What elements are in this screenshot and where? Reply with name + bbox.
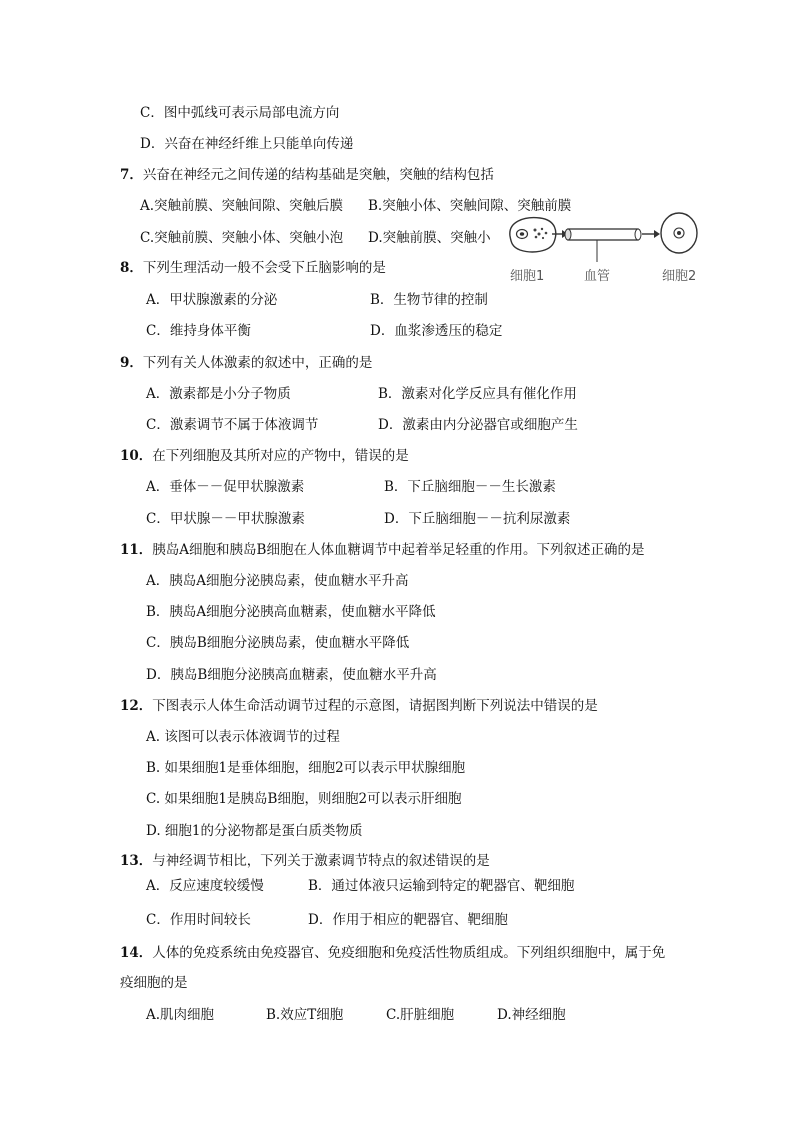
q7-option-d: D.突触前膜、突触小 <box>368 230 491 246</box>
q8-option-d: D．血浆渗透压的稳定 <box>370 323 503 339</box>
q12-option-b: B. 如果细胞1是垂体细胞，细胞2可以表示甲状腺细胞 <box>146 760 466 776</box>
q11-option-a: A．胰岛A细胞分泌胰岛素，使血糖水平升高 <box>146 573 409 589</box>
q12-number: 12． <box>120 698 153 714</box>
q8-option-a: A．甲状腺激素的分泌 <box>146 292 278 308</box>
q10-number: 10． <box>120 448 153 464</box>
q8-option-b: B．生物节律的控制 <box>370 292 488 308</box>
blood-vessel <box>565 229 641 262</box>
q7-option-a: A.突触前膜、突触间隙、突触后膜 <box>140 198 344 214</box>
q9-number: 9． <box>120 355 143 371</box>
q7-text: 兴奋在神经元之间传递的结构基础是突触，突触的结构包括 <box>142 167 494 183</box>
q9-text: 下列有关人体激素的叙述中，正确的是 <box>142 355 373 371</box>
q14-option-c: C.肝脏细胞 <box>386 1007 455 1023</box>
q10-option-d: D．下丘脑细胞－－抗利尿激素 <box>384 511 571 527</box>
q7-stem <box>120 166 494 184</box>
q8-number: 8． <box>120 260 143 276</box>
cell-2 <box>661 213 697 253</box>
q11-option-c: C．胰岛B细胞分泌胰岛素，使血糖水平降低 <box>146 635 410 651</box>
blood-vessel-label: 血管 <box>584 269 611 284</box>
q13-option-d: D．作用于相应的靶器官、靶细胞 <box>308 912 508 928</box>
q10-option-a: A．垂体－－促甲状腺激素 <box>146 479 305 495</box>
q10-option-b: B．下丘脑细胞－－生长激素 <box>384 479 556 495</box>
q12-option-d: D. 细胞1的分泌物都是蛋白质类物质 <box>146 823 363 839</box>
cell-1-label: 细胞1 <box>510 269 545 284</box>
q8-stem <box>120 259 386 277</box>
q9-option-c: C．激素调节不属于体液调节 <box>146 417 319 433</box>
q7-option-b: B.突触小体、突触间隙、突触前膜 <box>368 198 572 214</box>
q7-number: 7． <box>120 167 143 183</box>
q11-option-b: B．胰岛A细胞分泌胰高血糖素，使血糖水平降低 <box>146 604 436 620</box>
q14-number: 14． <box>120 945 153 961</box>
q14-option-a: A.肌肉细胞 <box>146 1007 215 1023</box>
q10-stem <box>120 447 409 465</box>
q9-option-a: A．激素都是小分子物质 <box>146 386 291 402</box>
q10-text: 在下列细胞及其所对应的产物中，错误的是 <box>152 448 409 464</box>
q14-stem-line1 <box>120 944 665 962</box>
q12-stem <box>120 697 598 715</box>
cell-signaling-diagram <box>502 208 702 288</box>
q12-option-c: C. 如果细胞1是胰岛B细胞，则细胞2可以表示肝细胞 <box>146 791 462 807</box>
q14-text-line1: 人体的免疫系统由免疫器官、免疫细胞和免疫活性物质组成。下列组织细胞中，属于免 <box>152 945 666 961</box>
cell-2-label: 细胞2 <box>662 269 697 284</box>
q6-option-d: D．兴奋在神经纤维上只能单向传递 <box>140 136 354 152</box>
q13-number: 13． <box>120 853 153 869</box>
q8-text: 下列生理活动一般不会受下丘脑影响的是 <box>142 260 386 276</box>
q13-option-a: A．反应速度较缓慢 <box>146 878 264 894</box>
q9-option-d: D．激素由内分泌器官或细胞产生 <box>378 417 578 433</box>
q13-option-c: C．作用时间较长 <box>146 912 251 928</box>
q9-option-b: B．激素对化学反应具有催化作用 <box>378 386 577 402</box>
q14-option-b: B.效应T细胞 <box>266 1007 344 1023</box>
q12-text: 下图表示人体生命活动调节过程的示意图，请据图判断下列说法中错误的是 <box>152 698 598 714</box>
cell-1 <box>510 218 556 252</box>
q6-option-c: C．图中弧线可表示局部电流方向 <box>140 105 340 121</box>
q9-stem <box>120 354 372 372</box>
q11-number: 11． <box>120 542 153 558</box>
q14-stem-line2: 疫细胞的是 <box>120 975 188 991</box>
q11-text: 胰岛A细胞和胰岛B细胞在人体血糖调节中起着举足轻重的作用。下列叙述正确的是 <box>152 542 645 558</box>
q12-option-a: A. 该图可以表示体液调节的过程 <box>146 729 340 745</box>
q10-option-c: C．甲状腺－－甲状腺激素 <box>146 511 305 527</box>
q14-option-d: D.神经细胞 <box>497 1007 566 1023</box>
q13-text: 与神经调节相比，下列关于激素调节特点的叙述错误的是 <box>152 853 490 869</box>
q8-option-c: C．维持身体平衡 <box>146 323 251 339</box>
q11-stem <box>120 541 644 559</box>
q13-stem <box>120 852 490 870</box>
q7-option-c: C.突触前膜、突触小体、突触小泡 <box>140 230 344 246</box>
q13-option-b: B．通过体液只运输到特定的靶器官、靶细胞 <box>308 878 575 894</box>
q11-option-d: D．胰岛B细胞分泌胰高血糖素，使血糖水平升高 <box>146 667 437 683</box>
